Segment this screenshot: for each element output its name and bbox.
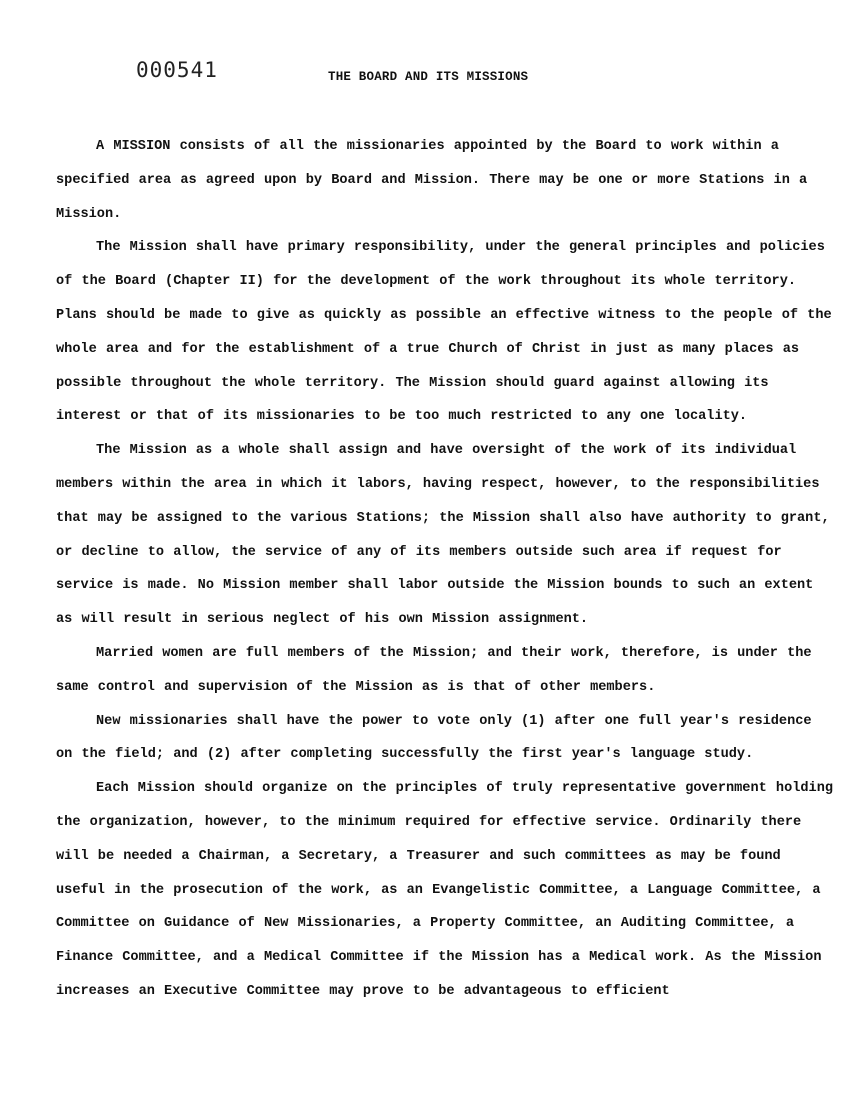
paragraph-new-missionaries: New missionaries shall have the power to vote only (1) after one full year's residence on the field; and (2) after completing successfully the first year's language study. bbox=[56, 713, 812, 763]
document-body bbox=[56, 130, 836, 1009]
document-title: THE BOARD AND ITS MISSIONS bbox=[328, 70, 529, 84]
document-number: 000541 bbox=[136, 58, 218, 82]
paragraph-mission-organization: Each Mission should organize on the principles of truly representative government holding the organization, however, to the minimum required for effective service. Ordinarily there will be needed a Chairman, a Secretary, a Treasurer and such committees as may be found useful in the prosecution of the work, as an Evangelistic Committee, a Language Committee, a Committee on Guidance of New Missionaries, a Property Committee, an Auditing Committee, a Finance Committee, and a Medical Committee if the Mission has a Medical work. As the Mission increases an Executive Committee may prove to be advantageous to efficient bbox=[56, 781, 834, 999]
paragraph-mission-responsibility: The Mission shall have primary responsibility, under the general principles and policies of the Board (Chapter II) for the development of the work throughout its whole territory. Plans should be made to give as quickly as possible an effective witness to the people of the whole area and for the establishment of a true Church of Christ in just as many places as possible throughout the whole territory. The Mission should guard against allowing its interest or that of its missionaries to be too much restricted to any one locality. bbox=[56, 240, 832, 425]
paragraph-mission-definition: A MISSION consists of all the missionaries appointed by the Board to work within a specified area as agreed upon by Board and Mission. There may be one or more Stations in a Mission. bbox=[56, 139, 808, 222]
paragraph-married-women: Married women are full members of the Mission; and their work, therefore, is under the same control and supervision of the Mission as is that of other members. bbox=[56, 645, 812, 695]
paragraph-mission-oversight: The Mission as a whole shall assign and have oversight of the work of its individual members within the area in which it labors, having respect, however, to the responsibilities that may be assigned to the various Stations; the Mission shall also have authority to grant, or decline to allow, the service of any of its members outside such area if request for service is made. No Mission member shall labor outside the Mission bounds to such an extent as will result in serious neglect of his own Mission assignment. bbox=[56, 443, 830, 628]
